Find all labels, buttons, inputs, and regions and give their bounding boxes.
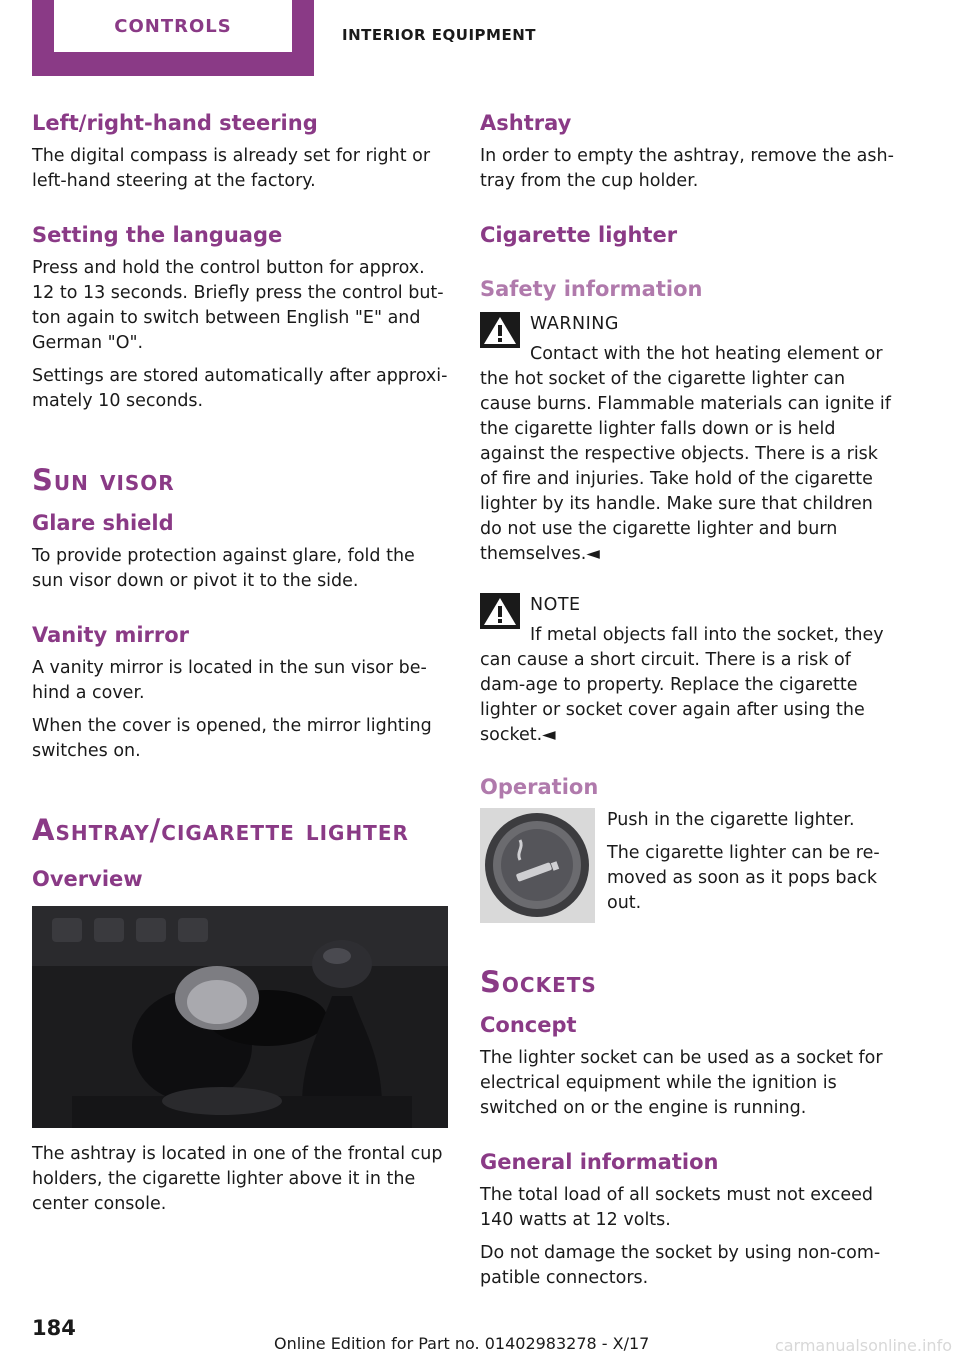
note-text-rest: can cause a short circuit. There is a risk of dam‐age to property. Replace the cigarette lighter or socket cover again after using the socket.◄ bbox=[480, 650, 865, 745]
general-text-1: The total load of all sockets must not exceed 140 watts at 12 volts. bbox=[480, 1185, 874, 1230]
ashtray-title: Ashtray/cigarette lighter bbox=[32, 813, 409, 847]
general-text-2: Do not damage the socket by using non-com‐patible connectors. bbox=[480, 1243, 881, 1288]
warning-text-rest: the hot socket of the cigarette lighter can cause burns. Flammable materials can ignite if the cigarette lighter falls down or is held against the respective objects. There is a risk of fire and injuries. Take hold of the cigarette lighter by its handle. Make sure that children do not use the cigarette lighter and burn themselves.◄ bbox=[480, 369, 891, 564]
cigarette-lighter-button-icon bbox=[480, 808, 595, 923]
general-heading: General information bbox=[480, 1150, 719, 1174]
left-column bbox=[32, 108, 450, 1225]
vanity-text-2: When the cover is opened, the mirror lighting switches on. bbox=[32, 716, 432, 761]
overview-heading: Overview bbox=[32, 867, 143, 891]
glare-heading: Glare shield bbox=[32, 511, 174, 535]
steering-text: The digital compass is already set for right or left-hand steering at the factory. bbox=[32, 146, 431, 191]
console-photo bbox=[32, 906, 448, 1128]
edition-text: Online Edition for Part no. 01402983278 - X/17 bbox=[274, 1334, 650, 1353]
ashtray-heading: Ashtray bbox=[480, 111, 572, 135]
right-column bbox=[480, 108, 898, 1299]
lighter-heading: Cigarette lighter bbox=[480, 223, 678, 247]
header-tab-controls bbox=[32, 0, 314, 76]
warning-block bbox=[480, 310, 898, 567]
language-text-2: Settings are stored automatically after approxi‐mately 10 seconds. bbox=[32, 366, 448, 411]
operation-heading: Operation bbox=[480, 775, 599, 799]
operation-text-2: The cigarette lighter can be re‐moved as soon as it pops back out. bbox=[607, 843, 880, 913]
vanity-text-1: A vanity mirror is located in the sun visor be‐hind a cover. bbox=[32, 658, 427, 703]
watermark: carmanualsonline.info bbox=[774, 1336, 952, 1355]
steering-heading: Left/right-hand steering bbox=[32, 111, 318, 135]
warning-triangle-icon bbox=[480, 593, 520, 629]
sockets-title: Sockets bbox=[480, 965, 597, 999]
vanity-heading: Vanity mirror bbox=[32, 623, 190, 647]
concept-text: The lighter socket can be used as a socket for electrical equipment while the ignition is switched on or the engine is running. bbox=[480, 1048, 883, 1118]
note-label: NOTE bbox=[530, 595, 581, 615]
sunvisor-title: Sun visor bbox=[32, 463, 175, 497]
warning-text-first: Contact with the hot heating element or bbox=[530, 344, 883, 364]
warning-triangle-icon bbox=[480, 312, 520, 348]
note-block bbox=[480, 591, 898, 748]
language-heading: Setting the language bbox=[32, 223, 283, 247]
header-section-label: INTERIOR EQUIPMENT bbox=[342, 26, 536, 44]
glare-text: To provide protection against glare, fold the sun visor down or pivot it to the side. bbox=[32, 546, 415, 591]
header-tab-label: CONTROLS bbox=[54, 0, 292, 52]
concept-heading: Concept bbox=[480, 1013, 577, 1037]
page-number: 184 bbox=[32, 1316, 76, 1340]
ashtray-text: In order to empty the ashtray, remove the ash‐tray from the cup holder. bbox=[480, 146, 894, 191]
safety-heading: Safety information bbox=[480, 277, 703, 301]
overview-text: The ashtray is located in one of the frontal cup holders, the cigarette lighter above it in the center console. bbox=[32, 1144, 443, 1214]
operation-text-1: Push in the cigarette lighter. bbox=[607, 810, 855, 830]
warning-label: WARNING bbox=[530, 314, 619, 334]
note-text-first: If metal objects fall into the socket, they bbox=[530, 625, 884, 645]
language-text-1: Press and hold the control button for approx. 12 to 13 seconds. Briefly press the control but‐ton again to switch between English "E" and German "O". bbox=[32, 258, 444, 353]
